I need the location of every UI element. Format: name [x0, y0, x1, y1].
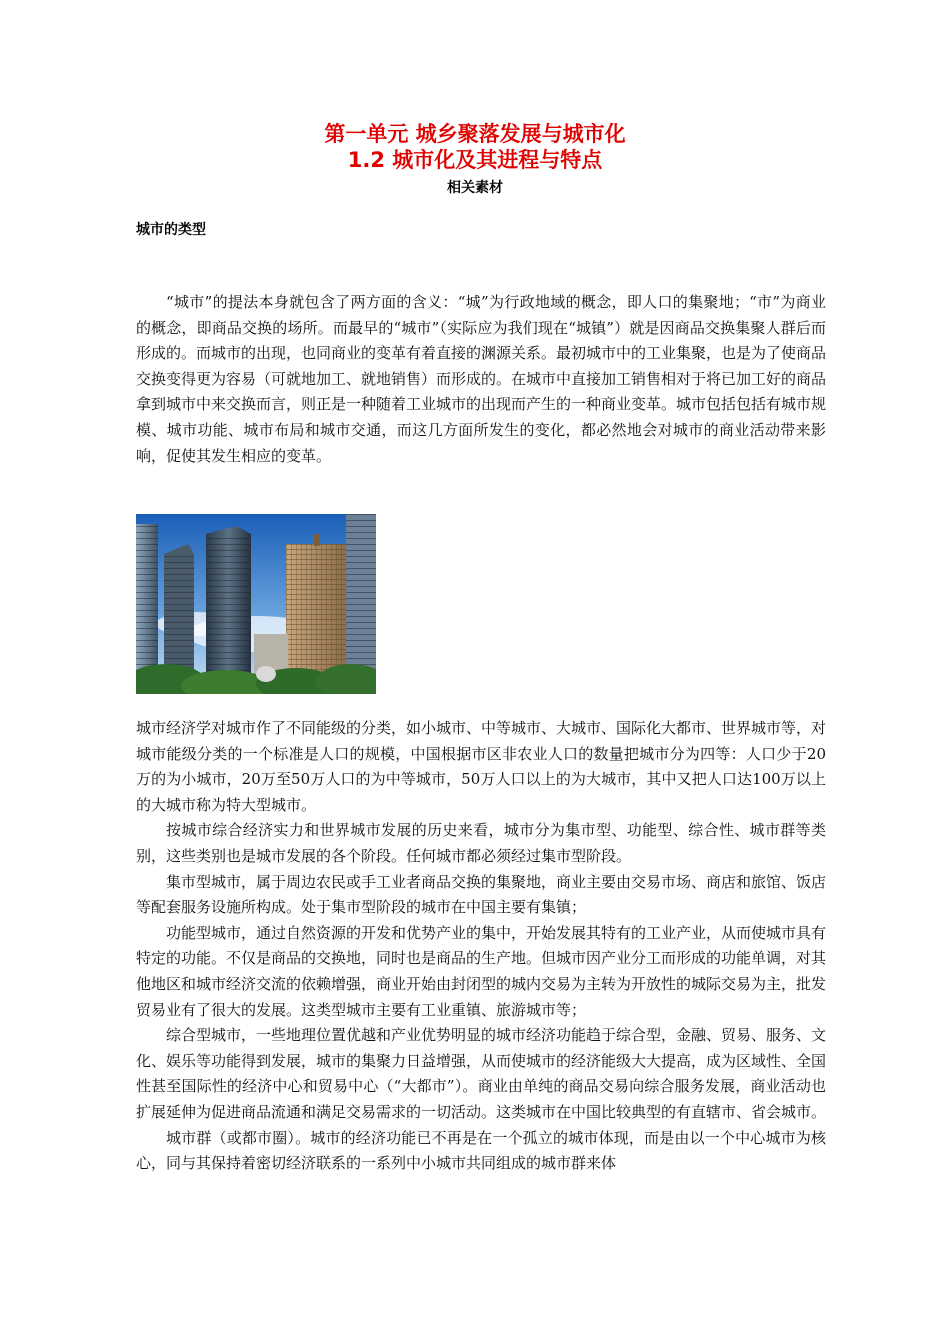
intro-text-block: [136, 290, 826, 469]
body-paragraph: 集市型城市，属于周边农民或手工业者商品交换的集聚地，商业主要由交易市场、商店和旅馆、饭店等配套服务设施所构成。处于集市型阶段的城市在中国主要有集镇；: [136, 872, 827, 917]
section-heading: 城市的类型: [136, 222, 206, 238]
city-skyscrapers-photo: [136, 514, 376, 694]
body-paragraph: 功能型城市，通过自然资源的开发和优势产业的集中，开始发展其特有的工业产业，从而使城市具有特定的功能。不仅是商品的交换地，同时也是商品的生产地。但城市因产业分工而形成的功能单调，对其他地区和城市经济交流的依赖增强，商业开始由封闭型的城内交易为主转为开放性的城际交易为主，批发贸易业有了很大的发展。这类型城市主要有工业重镇、旅游城市等；: [136, 923, 827, 1019]
body-paragraph: “城市”的提法本身就包含了两方面的含义：“城”为行政地域的概念，即人口的集聚地；“市”为商业的概念，即商品交换的场所。而最早的“城市”（实际应为我们现在“城镇”）就是因商品交换集聚人群后而形成的。而城市的出现，也同商业的变革有着直接的渊源关系。最初城市中的工业集聚，也是为了使商品交换变得更为容易（可就地加工、就地销售）而形成的。在城市中直接加工销售相对于将已加工好的商品拿到城市中来交换而言，则正是一种随着工业城市的出现而产生的一种商业变革。城市包括包括有城市规模、城市功能、城市布局和城市交通，而这几方面所发生的变化，都必然地会对城市的商业活动带来影响，促使其发生相应的变革。: [136, 293, 827, 465]
unit-title: 第一单元 城乡聚落发展与城市化: [324, 122, 626, 146]
lesson-title: 1.2 城市化及其进程与特点: [347, 148, 603, 172]
document-subtitle: 相关素材: [447, 180, 503, 196]
main-text-block: [136, 716, 826, 1177]
body-paragraph: 城市群（或都市圈）。城市的经济功能已不再是在一个孤立的城市体现，而是由以一个中心城市为核心，同与其保持着密切经济联系的一系列中小城市共同组成的城市群来体: [136, 1128, 826, 1173]
body-paragraph: 城市经济学对城市作了不同能级的分类，如小城市、中等城市、大城市、国际化大都市、世界城市等，对城市能级分类的一个标准是人口的规模，中国根据市区非农业人口的数量把城市分为四等：人口少于20万的为小城市，20万至50万人口的为中等城市，50万人口以上的为大城市，其中又把人口达100万以上的大城市称为特大型城市。: [136, 719, 827, 814]
body-paragraph: 按城市综合经济实力和世界城市发展的历史来看，城市分为集市型、功能型、综合性、城市群等类别，这些类别也是城市发展的各个阶段。任何城市都必须经过集市型阶段。: [136, 821, 826, 865]
body-paragraph: 综合型城市，一些地理位置优越和产业优势明显的城市经济功能趋于综合型，金融、贸易、服务、文化、娱乐等功能得到发展，城市的集聚力日益增强，从而使城市的经济能级大大提高，成为区域性、全国性甚至国际性的经济中心和贸易中心（“大都市”）。商业由单纯的商品交易向综合服务发展，商业活动也扩展延伸为促进商品流通和满足交易需求的一切活动。这类城市在中国比较典型的有直辖市、省会城市。: [136, 1026, 827, 1121]
